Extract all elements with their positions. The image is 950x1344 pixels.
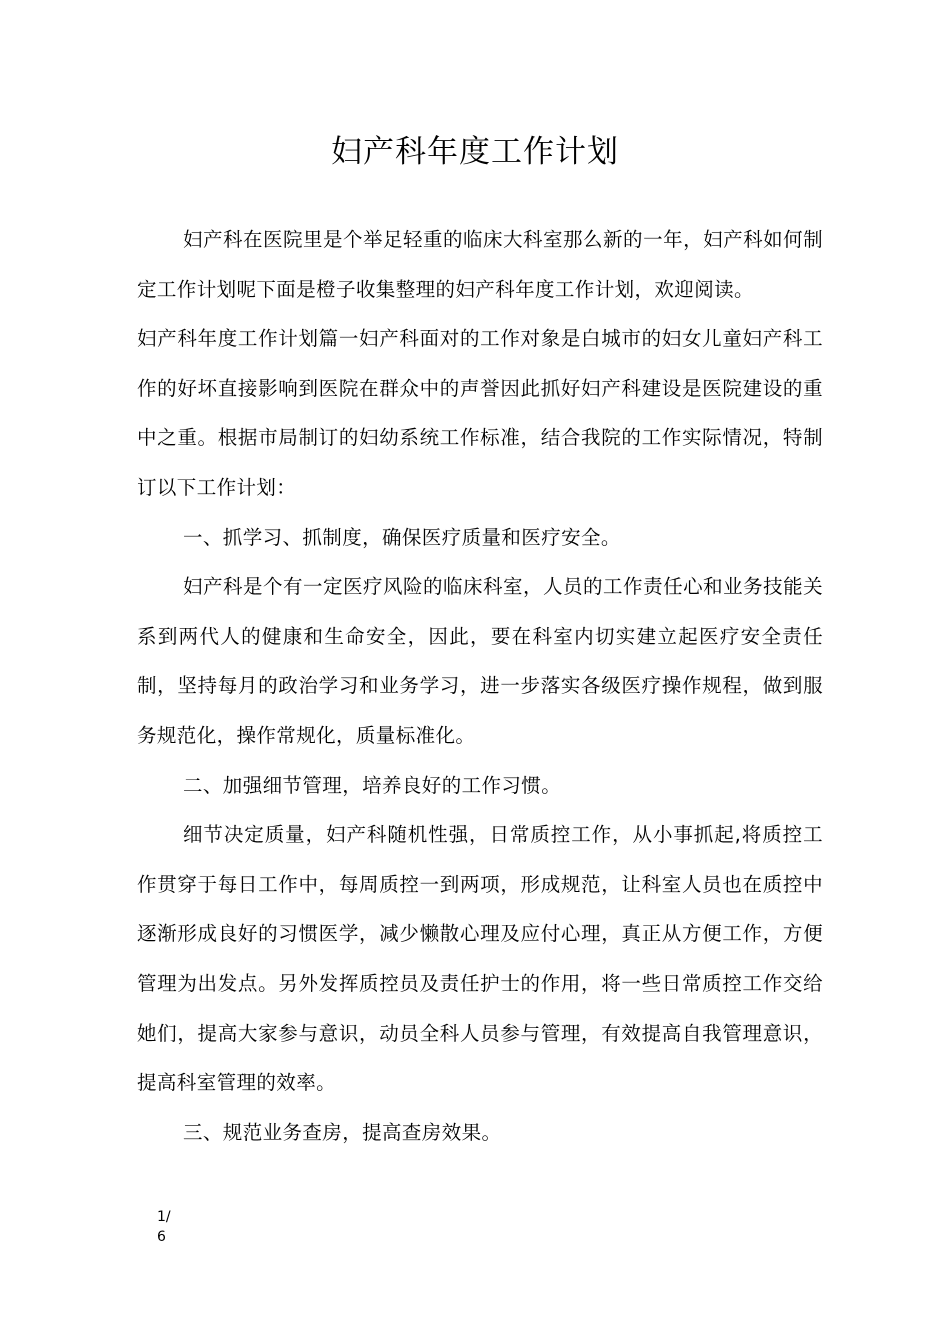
page-number: 1/ 6	[157, 1209, 171, 1245]
paragraph-section-two: 细节决定质量，妇产科随机性强，日常质控工作，从小事抓起,将质控工作贯穿于每日工作中，每周质控一到两项，形成规范，让科室人员也在质控中逐渐形成良好的习惯医学，减少懒散心理及应付心理，真正从方便工作，方便管理为出发点。另外发挥质控员及责任护士的作用，将一些日常质控工作交给她们，提高大家参与意识，动员全科人员参与管理，有效提高自我管理意识，提高科室管理的效率。	[137, 823, 823, 1095]
document-title: 妇产科年度工作计划	[331, 134, 619, 170]
paragraph-intro: 妇产科在医院里是个举足轻重的临床大科室那么新的一年，妇产科如何制定工作计划呢下面是橙子收集整理的妇产科年度工作计划，欢迎阅读。	[137, 228, 823, 301]
section-heading-three: 三、规范业务查房，提高查房效果。	[183, 1120, 502, 1144]
paragraph-section-one: 妇产科是个有一定医疗风险的临床科室，人员的工作责任心和业务技能关系到两代人的健康和生命安全，因此，要在科室内切实建立起医疗安全责任制，坚持每月的政治学习和业务学习，进一步落实各级医疗操作规程，做到服务规范化，操作常规化，质量标准化。	[137, 575, 823, 747]
section-heading-two: 二、加强细节管理，培养良好的工作习惯。	[183, 773, 562, 797]
section-heading-one: 一、抓学习、抓制度，确保医疗质量和医疗安全。	[183, 525, 621, 549]
paragraph-plan-one-overview: 妇产科年度工作计划篇一妇产科面对的工作对象是白城市的妇女儿童妇产科工作的好坏直接影响到医院在群众中的声誉因此抓好妇产科建设是医院建设的重中之重。根据市局制订的妇幼系统工作标准，结合我院的工作实际情况，特制订以下工作计划：	[137, 327, 823, 499]
document-body	[137, 215, 823, 1157]
